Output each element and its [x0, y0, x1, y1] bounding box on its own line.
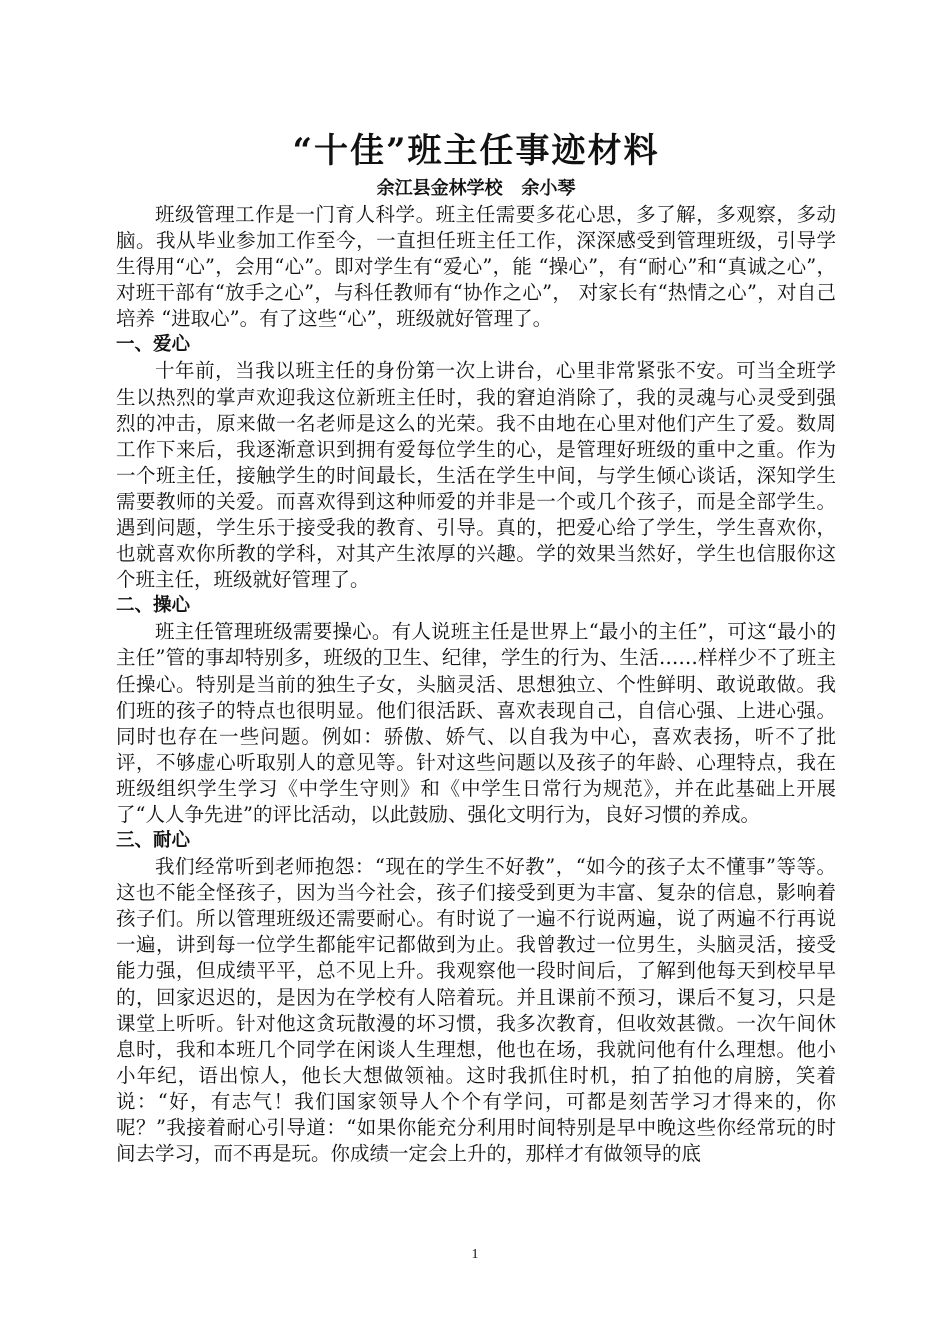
section-patience: [116, 828, 836, 1167]
document-body: [116, 128, 836, 1167]
section-love: [116, 332, 836, 593]
section-heading: 二、操心: [116, 595, 191, 617]
section-paragraph: 我们经常听到老师抱怨：“现在的学生不好教”，“如今的孩子太不懂事”等等。这也不能全怪孩子，因为当今社会，孩子们接受到更为丰富、复杂的信息，影响着孩子们。所以管理班级还需要耐心。有时说了一遍不行说两遍，说了两遍不行再说一遍，讲到每一位学生都能牢记都做到为止。我曾教过一位男生，头脑灵活，接受能力强，但成绩平平，总不见上升。我观察他一段时间后，了解到他每天到校早早的，回家迟迟的，是因为在学校有人陪着玩。并且课前不预习，课后不复习，只是课堂上听听。针对他这贪玩散漫的坏习惯，我多次教育，但收效甚微。一次午间休息时，我和本班几个同学在闲谈人生理想，他也在场，我就问他有什么理想。他小小年纪，语出惊人，他长大想做领袖。这时我抓住时机，拍了拍他的肩膀，笑着说：“好，有志气！我们国家领导人个个有学问，可都是刻苦学习才得来的，你呢？”我接着耐心引导道：“如果你能充分利用时间特别是早中晚这些你经常玩的时间去学习，而不再是玩。你成绩一定会上升的，那样才有做领导的底: [116, 855, 836, 1166]
intro-paragraph: 班级管理工作是一门育人科学。班主任需要多花心思，多了解，多观察，多动脑。我从毕业参加工作至今，一直担任班主任工作，深深感受到管理班级，引导学生得用“心”，会用“心”。即对学生有“爱心”，能 “操心”，有“耐心”和“真诚之心”，对班干部有“放手之心”，与科任教师有“协作之心”， 对家长有“热情之心”，对自己培养 “进取心”。有了这些“心”，班级就好管理了。: [116, 203, 836, 331]
document-author: 余江县金林学校 余小琴: [376, 178, 576, 199]
section-paragraph: 十年前，当我以班主任的身份第一次上讲台，心里非常紧张不安。可当全班学生以热烈的掌声欢迎我这位新班主任时，我的窘迫消除了，我的灵魂与心灵受到强烈的冲击，原来做一名老师是这么的光荣。我不由地在心里对他们产生了爱。数周工作下来后，我逐渐意识到拥有爱每位学生的心，是管理好班级的重中之重。作为一个班主任，接触学生的时间最长，生活在学生中间，与学生倾心谈话，深知学生需要教师的关爱。而喜欢得到这种师爱的并非是一个或几个孩子，而是全部学生。遇到问题，学生乐于接受我的教育、引导。真的，把爱心给了学生，学生喜欢你，也就喜欢你所教的学科，对其产生浓厚的兴趣。学的效果当然好，学生也信服你这个班主任，班级就好管理了。: [116, 359, 836, 592]
page-number: 1: [471, 1247, 479, 1262]
section-heading: 一、爱心: [116, 334, 191, 356]
document-title: “十佳”班主任事迹材料: [292, 131, 660, 171]
section-paragraph: 班主任管理班级需要操心。有人说班主任是世界上“最小的主任”，可这“最小的主任”管的事却特别多，班级的卫生、纪律，学生的行为、生活……样样少不了班主任操心。特别是当前的独生子女，头脑灵活、思想独立、个性鲜明、敢说敢做。我们班的孩子的特点也很明显。他们很活跃、喜欢表现自己，自信心强、上进心强。同时也存在一些问题。例如：骄傲、娇气、以自我为中心，喜欢表扬，听不了批评，不够虚心听取别人的意见等。针对这些问题以及孩子的年龄、心理特点，我在班级组织学生学习《中学生守则》和《中学生日常行为规范》，并在此基础上开展了“人人争先进”的评比活动，以此鼓励、强化文明行为，良好习惯的养成。: [116, 620, 836, 826]
section-heading: 三、耐心: [116, 830, 191, 852]
section-care: [116, 593, 836, 828]
